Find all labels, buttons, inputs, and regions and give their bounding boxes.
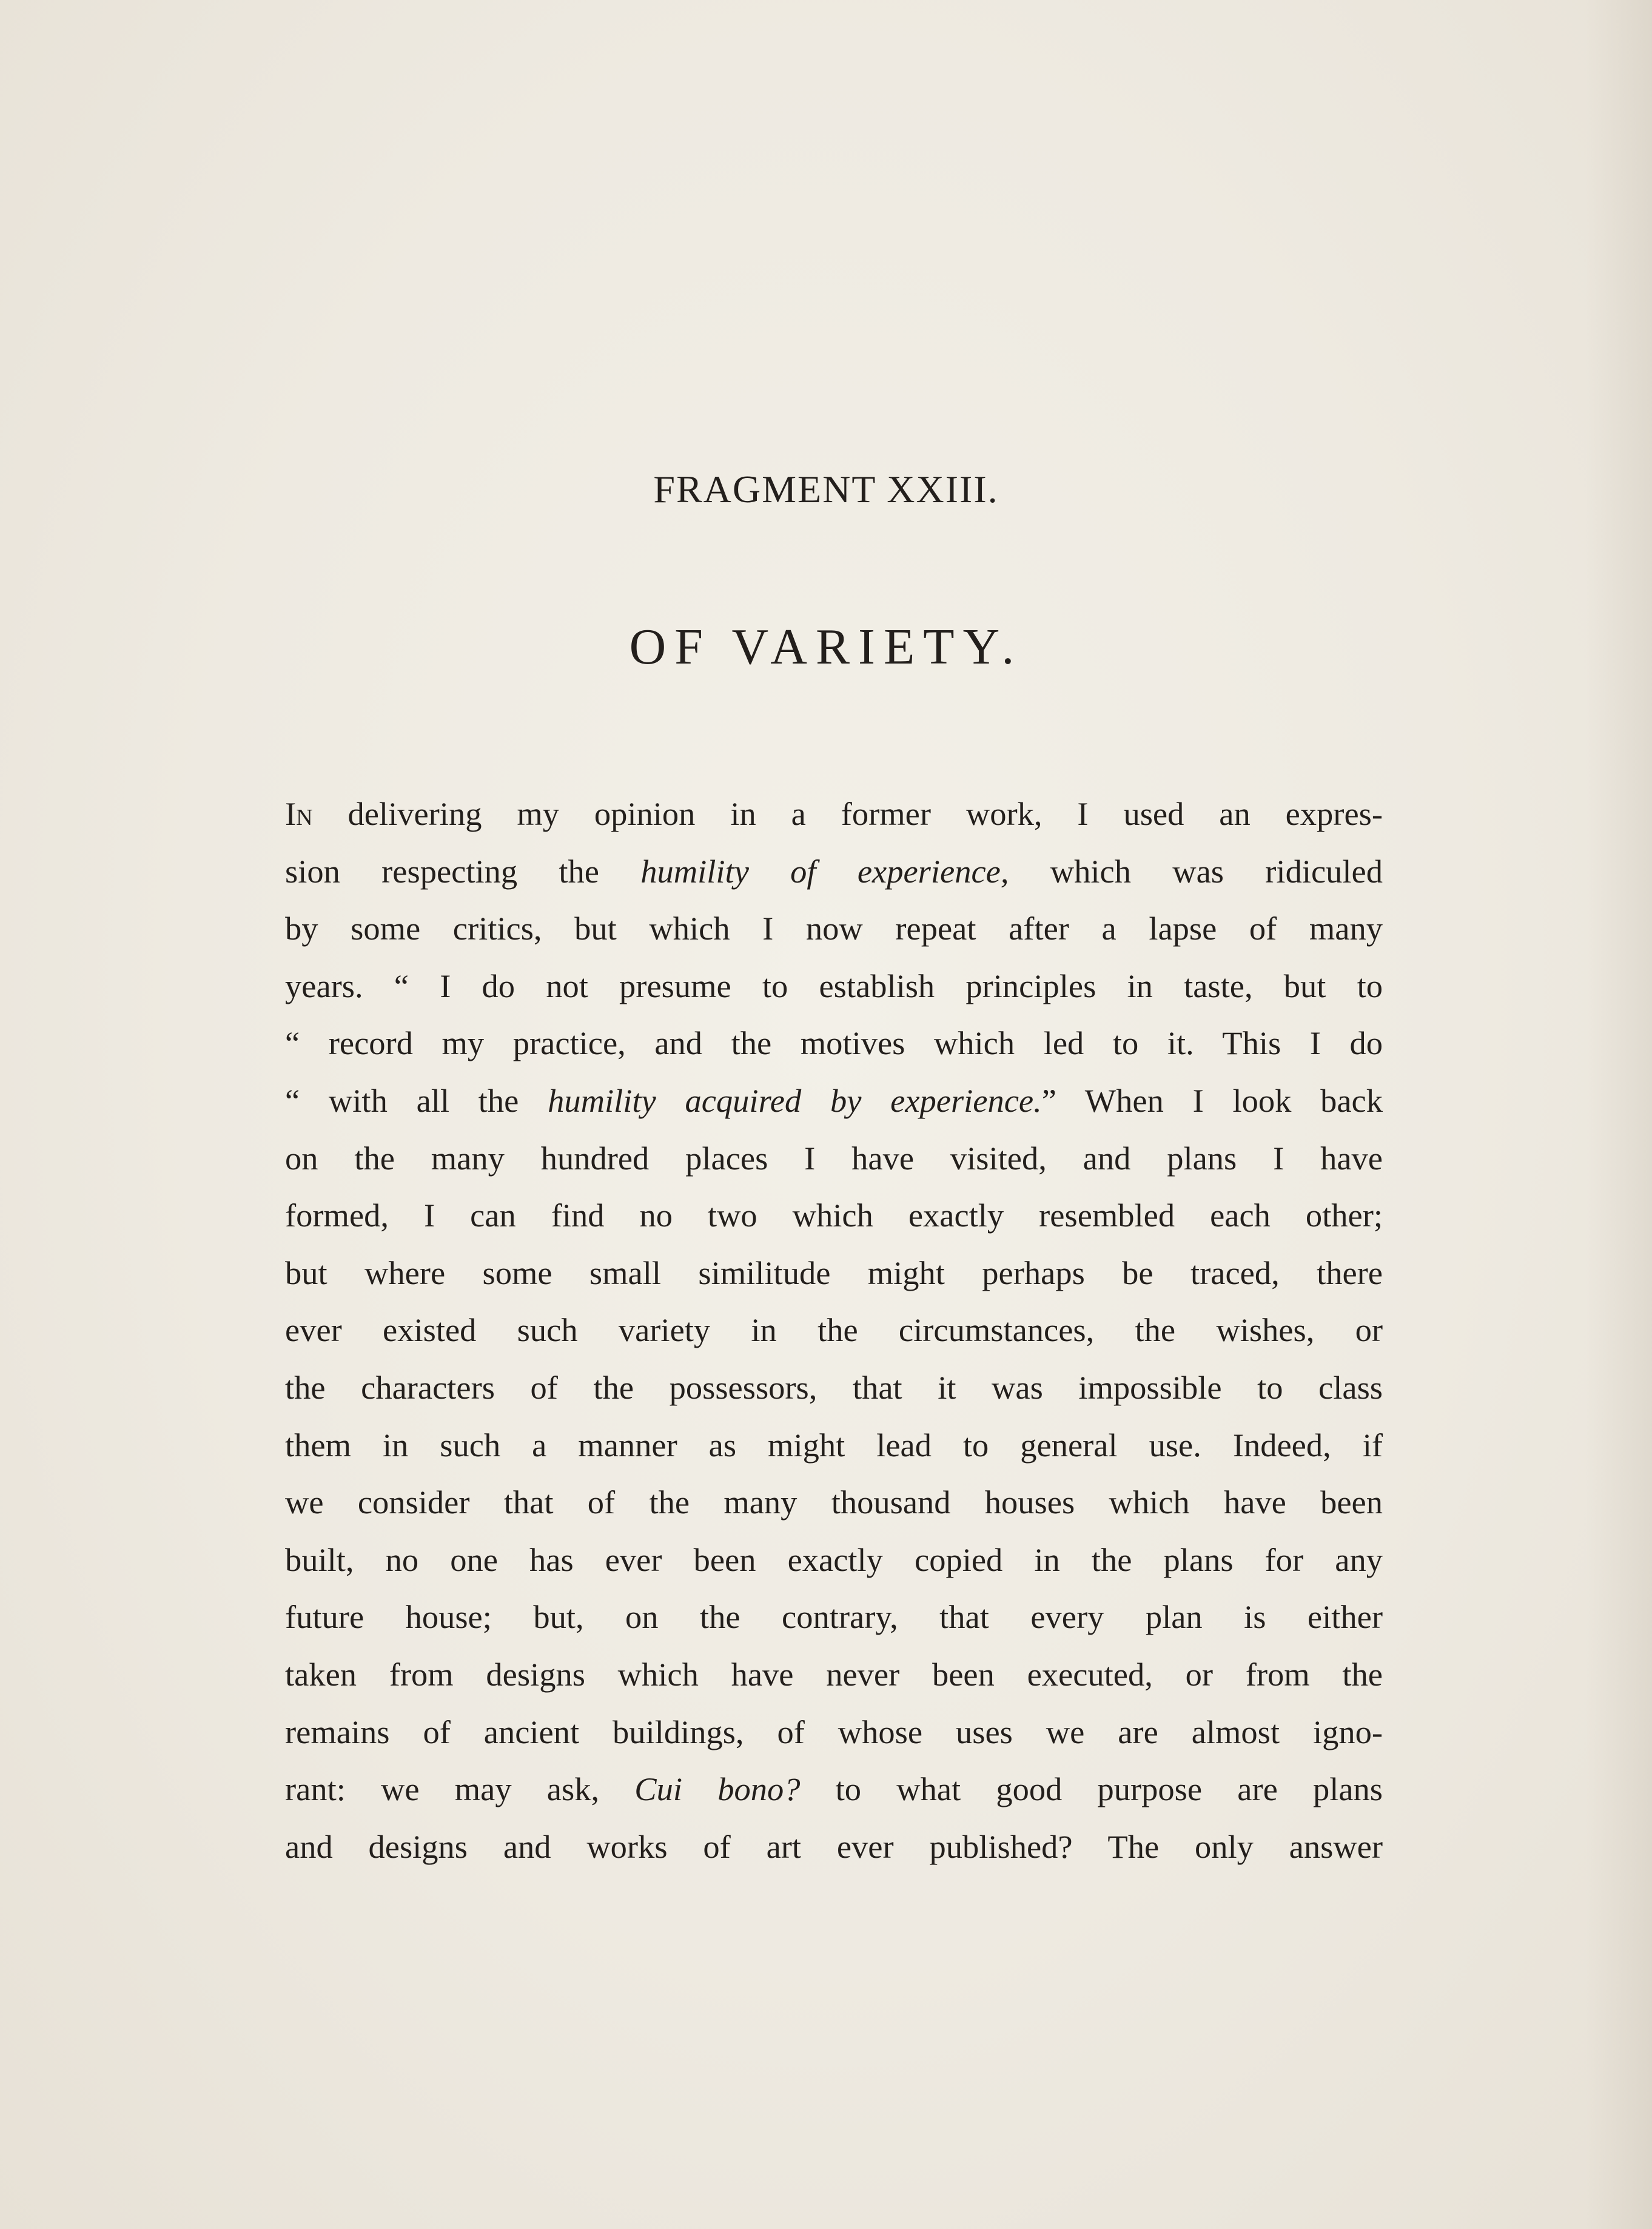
- text-run: sion respecting the: [285, 852, 641, 890]
- text-line: [285, 1646, 1383, 1704]
- italic-text: humility of experience,: [640, 852, 1009, 890]
- text-run: delivering my opinion in a former work, I used an expres-: [312, 795, 1383, 832]
- text-line: [285, 1130, 1383, 1188]
- text-line: [285, 1761, 1383, 1818]
- text-run: which was ridiculed: [1009, 852, 1383, 890]
- text-line: [285, 1417, 1383, 1474]
- text-run: years. “ I do not presume to establish principles in taste, but to: [285, 967, 1383, 1004]
- text-run: by some critics, but which I now repeat after a lapse of many: [285, 910, 1383, 947]
- text-run: future house; but, on the contrary, that every plan is either: [285, 1598, 1383, 1636]
- text-line: [285, 1187, 1383, 1245]
- italic-text: humility acquired by experience.: [548, 1081, 1042, 1119]
- text-line: [285, 843, 1383, 901]
- text-run: the characters of the possessors, that it was impossible to class: [285, 1368, 1383, 1406]
- text-run: and designs and works of art ever published? The only answer: [285, 1827, 1383, 1865]
- text-run: ” When I look back: [1041, 1081, 1383, 1119]
- text-line: [285, 900, 1383, 958]
- italic-text: Cui bono?: [634, 1770, 801, 1808]
- text-run: taken from designs which have never been executed, or from the: [285, 1655, 1383, 1693]
- text-line: [285, 958, 1383, 1015]
- chapter-title: OF VARIETY.: [629, 619, 1023, 675]
- page-edge-shading: [1585, 0, 1652, 2229]
- text-line: [285, 1359, 1383, 1417]
- text-line: [285, 1302, 1383, 1359]
- text-run: but where some small similitude might perhaps be traced, there: [285, 1254, 1383, 1291]
- body-paragraph: [285, 785, 1383, 1875]
- text-line: [285, 1589, 1383, 1646]
- text-run: “ record my practice, and the motives which led to it. This I do: [285, 1024, 1383, 1062]
- text-run: formed, I can find no two which exactly resembled each other;: [285, 1197, 1383, 1234]
- text-run: remains of ancient buildings, of whose uses we are almost igno-: [285, 1713, 1383, 1750]
- text-line: [285, 785, 1383, 843]
- text-line: [285, 1072, 1383, 1130]
- text-line: [285, 1818, 1383, 1876]
- text-run: on the many hundred places I have visited, and plans I have: [285, 1139, 1383, 1177]
- small-caps-text: In: [285, 795, 313, 832]
- text-line: [285, 1474, 1383, 1531]
- text-line: [285, 1531, 1383, 1589]
- text-line: [285, 1245, 1383, 1302]
- text-line: [285, 1704, 1383, 1761]
- text-run: rant: we may ask,: [285, 1770, 635, 1808]
- text-run: ever existed such variety in the circumstances, the wishes, or: [285, 1311, 1383, 1349]
- text-run: them in such a manner as might lead to general use. Indeed, if: [285, 1426, 1383, 1464]
- fragment-heading: FRAGMENT XXIII.: [653, 468, 999, 511]
- text-line: [285, 1015, 1383, 1072]
- text-run: we consider that of the many thousand houses which have been: [285, 1484, 1383, 1521]
- text-run: “ with all the: [285, 1081, 548, 1119]
- text-run: built, no one has ever been exactly copied in the plans for any: [285, 1541, 1383, 1578]
- text-run: to what good purpose are plans: [800, 1770, 1383, 1808]
